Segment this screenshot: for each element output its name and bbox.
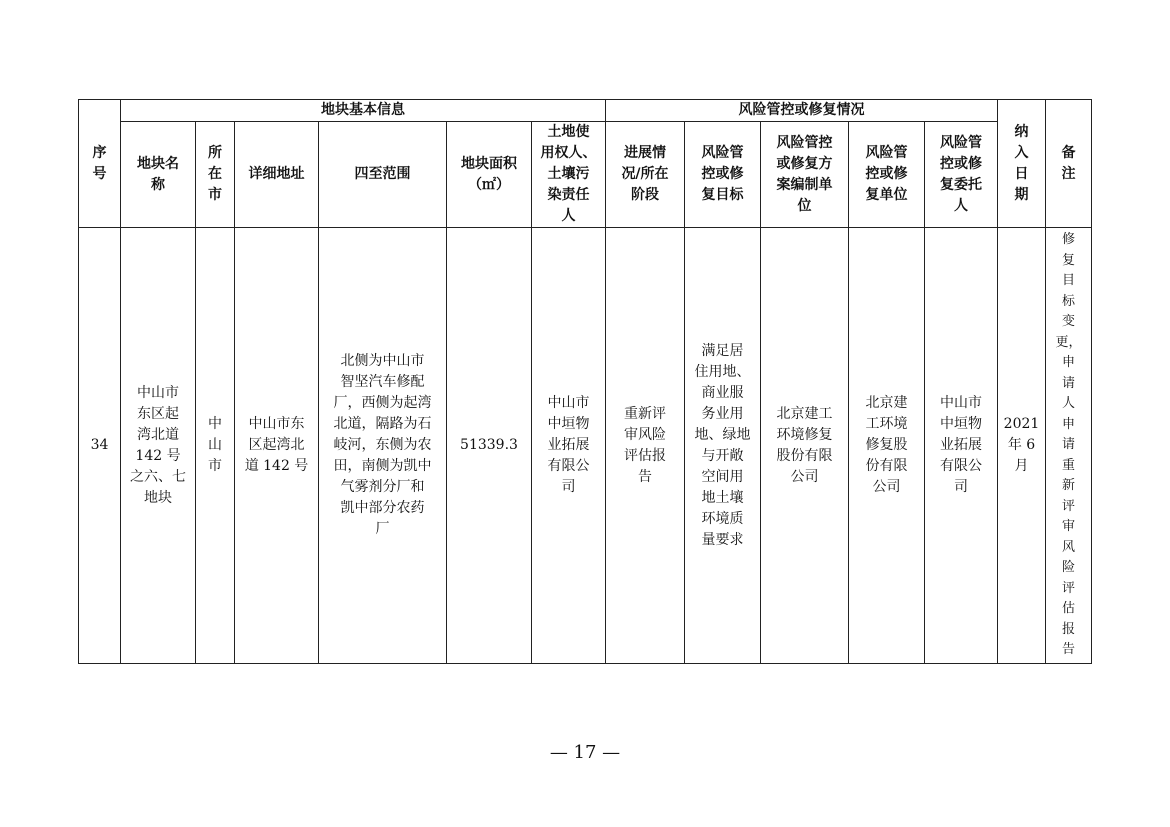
header-group-basic: 地块基本信息: [121, 100, 606, 122]
site-table: [78, 99, 1092, 664]
header-seq: 序 号: [79, 100, 121, 228]
header-client: 风险管 控或修 复委托 人: [925, 122, 998, 228]
header-target: 风险管 控或修 复目标: [685, 122, 761, 228]
cell-client: 中山市 中垣物 业拓展 有限公 司: [925, 228, 998, 664]
header-address: 详细地址: [235, 122, 319, 228]
header-repair-unit: 风险管 控或修 复单位: [849, 122, 925, 228]
cell-repair-unit: 北京建 工环境 修复股 份有限 公司: [849, 228, 925, 664]
table-row: [79, 228, 1092, 664]
header-city: 所 在 市: [196, 122, 235, 228]
header-group-risk: 风险管控或修复情况: [606, 100, 998, 122]
cell-address: 中山市东 区起湾北 道 142 号: [235, 228, 319, 664]
header-date: 纳 入 日 期: [998, 100, 1046, 228]
cell-date: 2021 年 6 月: [998, 228, 1046, 664]
cell-owner: 中山市 中垣物 业拓展 有限公 司: [532, 228, 606, 664]
page-number: — 17 —: [549, 742, 621, 763]
cell-target: 满足居 住用地、 商业服 务业用 地、绿地 与开敞 空间用 地土壤 环境质 量要求: [685, 228, 761, 664]
cell-name: 中山市 东区起 湾北道 142 号 之六、七 地块: [121, 228, 196, 664]
cell-seq: 34: [79, 228, 121, 664]
header-owner: 土地使 用权人、 土壤污 染责任 人: [532, 122, 606, 228]
header-boundary: 四至范围: [319, 122, 447, 228]
cell-area: 51339.3: [447, 228, 532, 664]
cell-progress: 重新评 审风险 评估报 告: [606, 228, 685, 664]
cell-city: 中 山 市: [196, 228, 235, 664]
header-area: 地块面积 （㎡）: [447, 122, 532, 228]
header-progress: 进展情 况/所在 阶段: [606, 122, 685, 228]
header-name: 地块名 称: [121, 122, 196, 228]
cell-boundary: 北侧为中山市 智坚汽车修配 厂，西侧为起湾 北道，隔路为石 岐河，东侧为农 田，南侧为凯中 气雾剂分厂和 凯中部分农药 厂: [319, 228, 447, 664]
cell-plan-unit: 北京建工 环境修复 股份有限 公司: [761, 228, 849, 664]
header-plan-unit: 风险管控 或修复方 案编制单 位: [761, 122, 849, 228]
header-remark: 备 注: [1046, 100, 1092, 228]
cell-remark: 修 复 目 标 变 更， 申 请 人 申 请 重 新 评 审 风 险 评 估 报 告: [1046, 228, 1092, 664]
